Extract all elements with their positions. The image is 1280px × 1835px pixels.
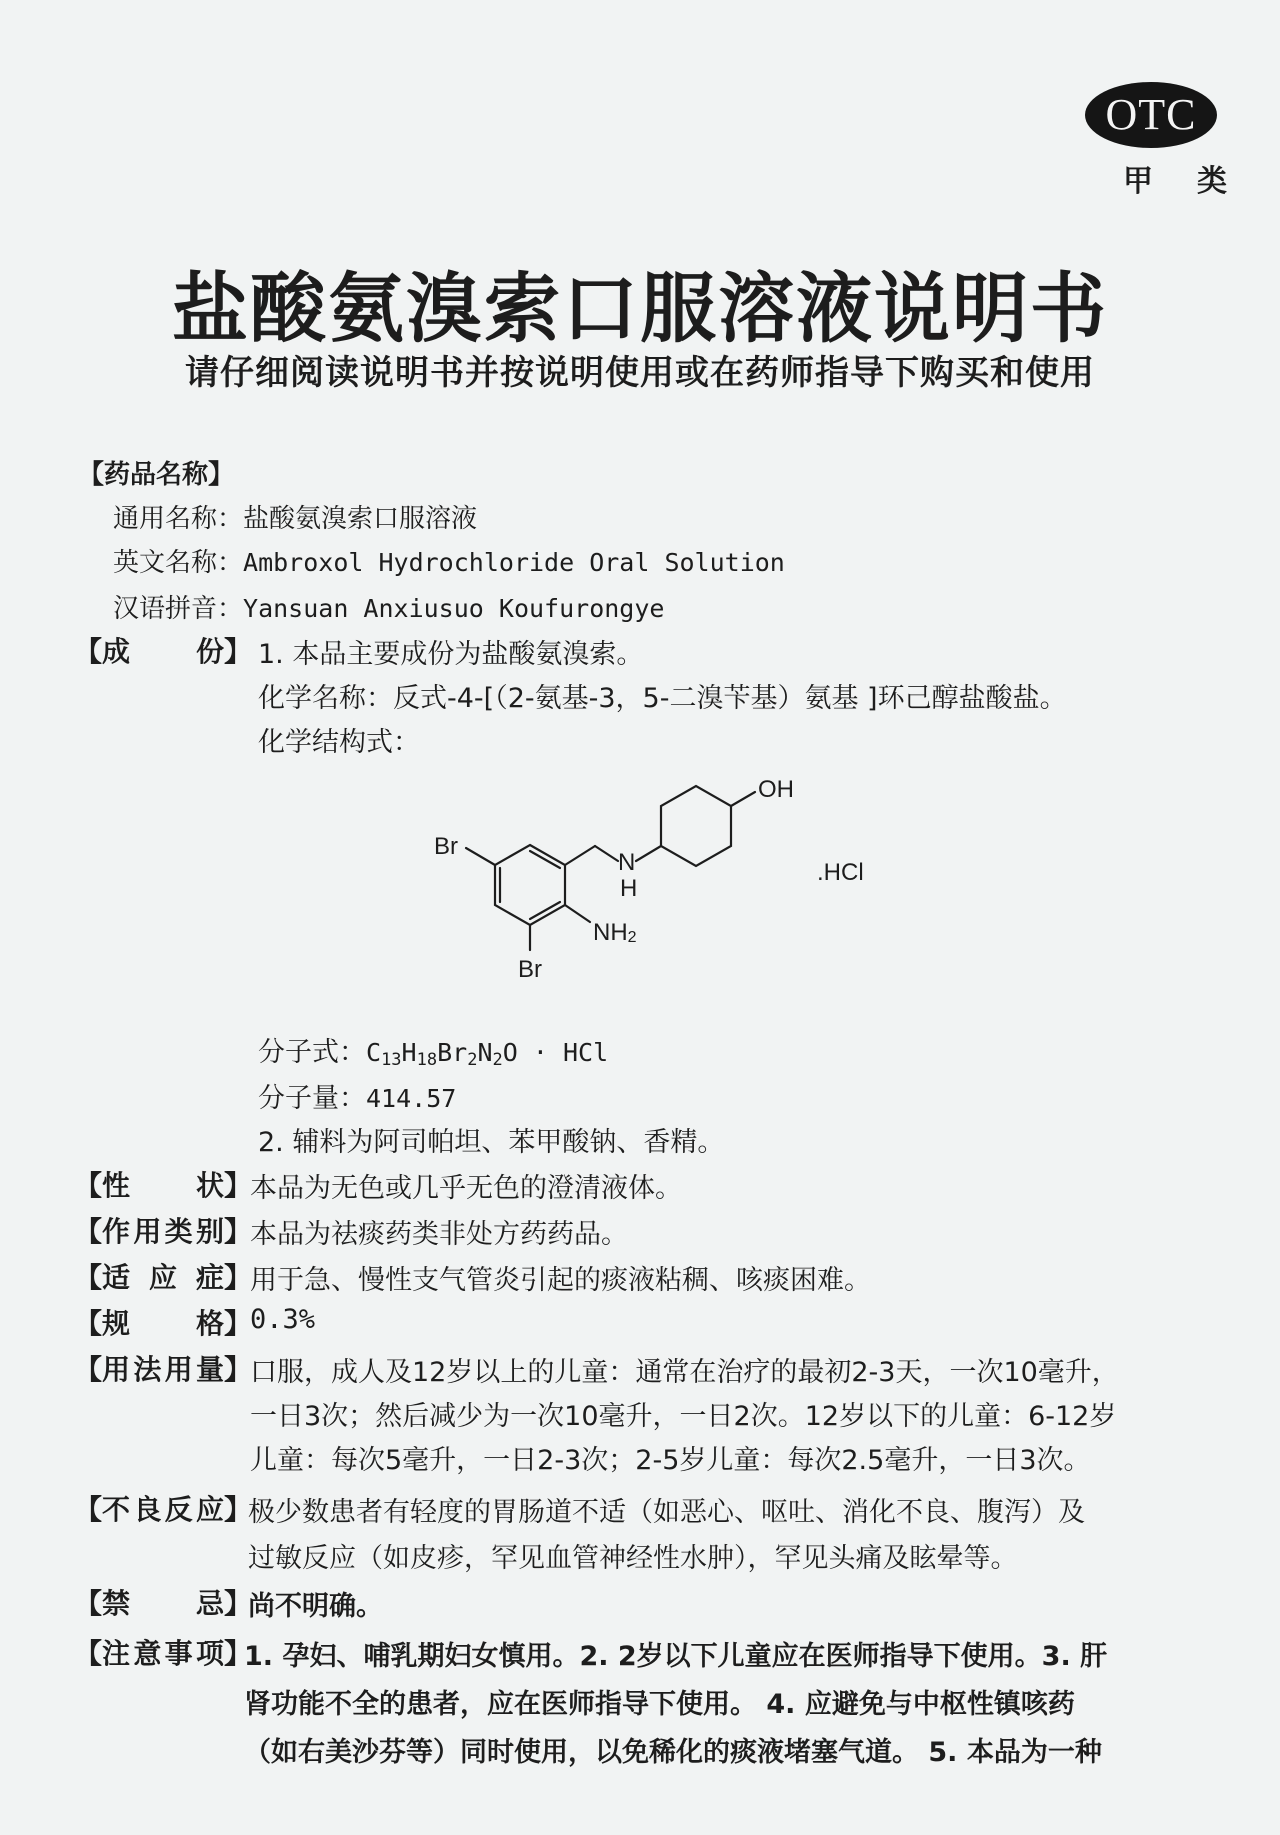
otc-logo [1085, 82, 1271, 200]
pinyin-name-value: Yansuan Anxiusuo Koufurongye [243, 594, 665, 623]
excipients-line: 2. 辅料为阿司帕坦、苯甲酸钠、香精。 [258, 1127, 725, 1158]
adverse-reactions-line-1: 极少数患者有轻度的胃肠道不适（如恶心、呕吐、消化不良、腹泻）及 [248, 1497, 1085, 1528]
precautions-line-2: 肾功能不全的患者，应在医师指导下使用。 4. 应避免与中枢性镇咳药 [244, 1689, 1075, 1720]
indications-text: 用于急、慢性支气管炎引起的痰液粘稠、咳痰困难。 [250, 1265, 871, 1296]
oh-bond [731, 792, 755, 806]
cyclohexane-ring [661, 786, 731, 866]
specification-label: 【 规格 】 [74, 1307, 253, 1340]
nh2-label: NH2 [593, 919, 637, 946]
precautions-label: 【 注意事项 】 [74, 1637, 253, 1670]
english-name-label: 英文名称： [113, 548, 244, 578]
nh2-bond [565, 905, 590, 922]
precautions-line-3: （如右美沙芬等）同时使用，以免稀化的痰液堵塞气道。 5. 本品为一种 [244, 1737, 1102, 1768]
molecular-formula-label: 分子式： [258, 1037, 366, 1068]
properties-text: 本品为无色或几乎无色的澄清液体。 [250, 1173, 682, 1204]
english-name-value: Ambroxol Hydrochloride Oral Solution [243, 548, 785, 577]
structure-label: 化学结构式： [258, 727, 420, 758]
contraindications-text: 尚不明确。 [248, 1591, 383, 1622]
molecular-weight-label: 分子量： [258, 1083, 366, 1114]
document-title: 盐酸氨溴索口服溶液说明书 [172, 264, 1108, 353]
specification-text: 0.3% [250, 1304, 316, 1335]
generic-name-value: 盐酸氨溴索口服溶液 [243, 504, 478, 534]
english-name-row [113, 542, 785, 579]
properties-label: 【 性状 】 [74, 1169, 253, 1202]
oh-label: OH [758, 776, 794, 803]
hcl-label: .HCl [817, 859, 864, 886]
drug-name-heading: 【药品名称】 [78, 460, 235, 490]
adverse-reactions-line-2: 过敏反应（如皮疹，罕见血管神经性水肿），罕见头痛及眩晕等。 [248, 1543, 1018, 1574]
br-top-bond [466, 848, 495, 865]
dosage-line-2: 一日3次；然后减少为一次10毫升，一日2次。12岁以下的儿童：6-12岁 [250, 1401, 1117, 1432]
chemical-structure [380, 750, 900, 990]
molecular-weight-row [258, 1076, 456, 1115]
n-label: N [618, 849, 636, 876]
adverse-reactions-label: 【 不良反应 】 [74, 1493, 253, 1526]
category-label: 【 作用类别 】 [74, 1215, 253, 1248]
indications-label: 【 适应症 】 [74, 1261, 253, 1294]
h-label: H [620, 875, 638, 902]
br-bottom-label: Br [518, 956, 542, 983]
generic-name-label: 通用名称： [113, 504, 244, 534]
composition-line-1: 1. 本品主要成份为盐酸氨溴索。 [258, 639, 644, 670]
document-subtitle: 请仔细阅读说明书并按说明使用或在药师指导下购买和使用 [185, 353, 1095, 393]
generic-name-row [113, 498, 477, 535]
n-cyclohexyl-bond [636, 846, 661, 861]
precautions-line-1: 1. 孕妇、哺乳期妇女慎用。2. 2岁以下儿童应在医师指导下使用。3. 肝 [244, 1641, 1108, 1672]
pinyin-name-label: 汉语拼音： [113, 594, 244, 624]
molecular-weight-value: 414.57 [366, 1084, 457, 1113]
otc-class-label: 甲类 [1123, 164, 1271, 199]
otc-badge: OTC [1085, 82, 1217, 148]
contraindications-label: 【 禁忌 】 [74, 1587, 253, 1620]
pinyin-name-row [113, 588, 664, 625]
ch2-n-bond [595, 846, 618, 861]
ch2-bond [565, 846, 595, 865]
benzene-ring [495, 845, 565, 925]
dosage-line-1: 口服，成人及12岁以上的儿童：通常在治疗的最初2-3天，一次10毫升， [250, 1357, 1119, 1388]
molecular-formula-value: C13H18Br2N2O · HCl [366, 1038, 609, 1070]
dosage-line-3: 儿童：每次5毫升，一日2-3次；2-5岁儿童：每次2.5毫升，一日3次。 [250, 1445, 1091, 1476]
dosage-label: 【 用法用量 】 [74, 1353, 253, 1386]
molecular-formula-row [258, 1030, 608, 1070]
br-top-label: Br [434, 833, 458, 860]
chemical-name: 化学名称：反式-4-[（2-氨基-3，5-二溴苄基）氨基 ]环己醇盐酸盐。 [258, 683, 1067, 714]
composition-label: 【 成份 】 [74, 635, 253, 668]
category-text: 本品为祛痰药类非处方药药品。 [250, 1219, 628, 1250]
